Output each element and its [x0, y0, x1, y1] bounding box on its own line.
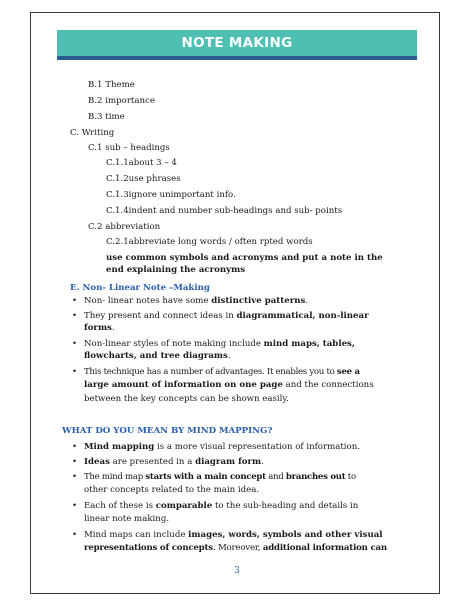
text: They present and connect ideas in — [84, 311, 237, 321]
list-item-continuation — [84, 380, 374, 391]
text: . — [111, 323, 115, 333]
bold-text: forms — [84, 323, 112, 333]
list-item-continuation: linear note making. — [84, 514, 170, 524]
list-item — [84, 472, 356, 483]
list-item-continuation — [84, 351, 231, 362]
list-item — [84, 530, 383, 541]
text: Non- linear notes have some — [84, 296, 212, 306]
list-item — [84, 296, 308, 307]
page-number: 3 — [234, 566, 240, 576]
outline-c2: C.2 abbreviation — [88, 222, 161, 232]
outline-c13: C.1.3ignore unimportant info. — [106, 190, 236, 200]
list-item-continuation: between the key concepts can be shown easily. — [84, 394, 289, 404]
section-e-heading: E. Non- Linear Note –Making — [70, 283, 210, 293]
text: to the sub-heading and details in — [212, 501, 359, 511]
text: . Moreover, — [212, 543, 263, 553]
bold-text: images, words, symbols and other visual — [188, 530, 383, 540]
bold-text: Ideas — [84, 457, 110, 467]
bold-text: diagram form — [195, 457, 262, 467]
outline-b1: B.1 Theme — [88, 80, 135, 90]
mindmap-heading: WHAT DO YOU MEAN BY MIND MAPPING? — [62, 426, 273, 436]
bold-text: see a — [336, 367, 360, 377]
list-item — [84, 311, 369, 322]
page-title: NOTE MAKING — [181, 35, 293, 51]
text: to — [345, 472, 356, 482]
list-item — [84, 339, 355, 350]
text: . — [227, 351, 231, 361]
outline-b3: B.3 time — [88, 112, 125, 122]
bold-text: distinctive patterns — [211, 296, 306, 306]
outline-note-line1: use common symbols and acronyms and put a note in the — [106, 253, 383, 263]
list-item — [84, 367, 360, 378]
text: The mind map — [84, 472, 146, 482]
text: Non-linear styles of note making include — [84, 339, 264, 349]
bold-text: flowcharts, and tree diagrams — [84, 351, 228, 361]
bold-text: branches out — [285, 472, 346, 482]
text: Mind maps can include — [84, 530, 189, 540]
bold-text: diagrammatical, non-linear — [236, 311, 369, 321]
text: are presented in a — [109, 457, 196, 467]
list-item — [84, 457, 264, 468]
bold-text: Mind mapping — [84, 442, 155, 452]
bold-text: additional information can — [262, 543, 387, 553]
outline-b2: B.2 importance — [88, 96, 155, 106]
text: . — [305, 296, 309, 306]
bold-text: mind maps, tables, — [263, 339, 355, 349]
list-item-continuation — [84, 543, 387, 554]
text: and — [265, 472, 286, 482]
bold-text: large amount of information on one page — [84, 380, 283, 390]
list-item — [84, 501, 358, 512]
text: This technique has a number of advantages. It enables you to — [84, 367, 337, 377]
outline-note-line2: end explaining the acronyms — [106, 265, 246, 275]
bold-text: comparable — [155, 501, 213, 511]
title-banner — [57, 30, 417, 60]
outline-c1: C.1 sub – headings — [88, 143, 170, 153]
outline-c12: C.1.2use phrases — [106, 174, 181, 184]
outline-c: C. Writing — [70, 128, 115, 138]
outline-c14: C.1.4indent and number sub-headings and sub- points — [106, 206, 343, 216]
list-item — [84, 442, 360, 453]
outline-c11: C.1.1about 3 – 4 — [106, 158, 177, 168]
bold-text: representations of concepts — [84, 543, 213, 553]
text: is a more visual representation of information. — [154, 442, 360, 452]
text: . — [261, 457, 264, 467]
outline-c21: C.2.1abbreviate long words / often rpted words — [106, 237, 313, 247]
text: and the connections — [282, 380, 374, 390]
list-item-continuation — [84, 323, 115, 334]
text: Each of these is — [84, 501, 156, 511]
list-item-continuation: other concepts related to the main idea. — [84, 485, 260, 495]
bold-text: starts with a main concept — [145, 472, 266, 482]
